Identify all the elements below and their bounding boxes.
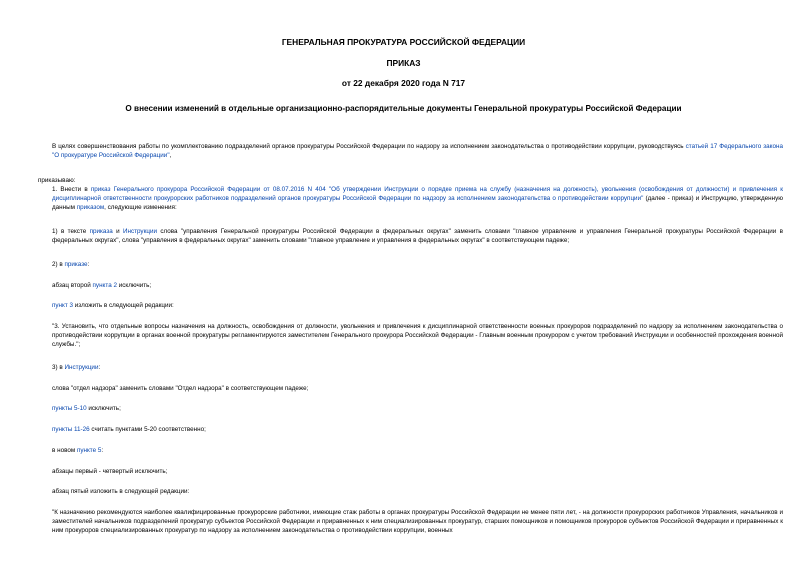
instruction-text-link[interactable]: Инструкции [122, 228, 157, 235]
order-link[interactable]: приказом [76, 204, 105, 211]
preamble: В целях совершенствования работы по укомплектованию подразделений органов прокуратуры Российской Федерации по надзору за исполнением законодательства о противодействии коррупции, руководствуясь статьей 17 Федерального закона "О прокуратуре Российской Федерации", [52, 143, 783, 159]
para-point-3: пункт 3 изложить в следующей редакции: [52, 302, 174, 309]
points-11-26-link[interactable]: пункты 11-26 [52, 426, 90, 433]
law-link[interactable]: статьей 17 Федерального закона "О прокуратуре Российской Федерации" [52, 143, 783, 159]
quote-last: "К назначению рекомендуются наиболее квалифицированные прокурорские работники, имеющие стаж работы в органах прокуратуры Российской Федерации не менее пяти лет, - на должности прокурорских работников Управления, начальников и заместителей начальников подразделений прокуратур субъектов Российской Федерации и приравненных к ним специализированных прокуратур, старших помощников и помощников прокуроров субъектов Российской Федерации и приравненных к ним прокуроров специализированных прокуратур по надзору за исполнением законодательства о противодействии коррупции, военных [52, 509, 783, 534]
para-para-5: абзац пятый изложить в следующей редакции: [52, 488, 190, 495]
order-word: приказываю: [38, 177, 76, 184]
instruction-section-link[interactable]: Инструкции [64, 364, 99, 371]
points-5-10-link[interactable]: пункты 5-10 [52, 405, 87, 412]
item-1: 1. Внести в приказ Генерального прокурора Российской Федерации от 08.07.2016 N 404 "Об утверждении Инструкции о порядке приема на службу (назначения на должность), увольнения (освобождения от должности) и привлечения к дисциплинарной ответственности прокурорских работников подразделений органов прокуратуры Российской Федерации по надзору за исполнением законодательства о противодействии коррупции" (далее - приказ) и Инструкцию, утвержденную данным приказом, следующие изменения: [52, 186, 784, 211]
para-paras-1-4: абзацы первый - четвертый исключить; [52, 468, 168, 475]
subitem-1: 1) в тексте приказа и Инструкции слова "управления Генеральной прокуратуры Российской Федерации в федеральных округах" заменить словами "главное управление и управления Генеральной прокуратуры Российской Федерации в федеральных округах", слова "управления в федеральных округах" заменить словами "главное управление и управления в федеральных округах" в соответствующем падеже; [52, 228, 783, 244]
doc-type: ПРИКАЗ [386, 58, 421, 68]
para-abzac-2: абзац второй пункта 2 исключить; [52, 282, 152, 289]
order-text-link[interactable]: приказа [89, 228, 113, 235]
quote-point-3: "3. Установить, что отдельные вопросы назначения на должность, освобождения от должности, увольнения и привлечения к дисциплинарной ответственности военных прокуроров подразделений по надзору за исполнением законодательства о противодействии коррупции в органах военной прокуратуры регламентируются заместителем Генерального прокурора Российской Федерации - Главным военным прокурором с учетом требований Инструкции и особенностей прохождения военной службы."; [52, 323, 783, 348]
order-section-link[interactable]: приказе [64, 261, 88, 268]
point-2-link[interactable]: пункта 2 [92, 282, 117, 289]
subitem-3: 3) в Инструкции: [52, 364, 101, 371]
subitem-2: 2) в приказе: [52, 261, 90, 268]
org-title: ГЕНЕРАЛЬНАЯ ПРОКУРАТУРА РОССИЙСКОЙ ФЕДЕРАЦИИ [281, 37, 526, 47]
order-404-link[interactable]: приказ Генерального прокурора Российской Федерации от 08.07.2016 N 404 "Об утверждении Инструкции о порядке приема на службу (назначения на должность), увольнения (освобождения от должности) и привлечения к дисциплинарной ответственности прокурорских работников подразделений органов прокуратуры Российской Федерации по надзору за исполнением законодательства о противодействии коррупции" [52, 186, 784, 202]
para-new-point-5: в новом пункте 5: [52, 447, 104, 454]
para-points-5-10: пункты 5-10 исключить; [52, 405, 121, 412]
point-5-link[interactable]: пункте 5 [76, 447, 102, 454]
doc-subject: О внесении изменений в отдельные организационно-распорядительные документы Генеральной прокуратуры Российской Федерации [125, 104, 682, 113]
para-points-11-26: пункты 11-26 считать пунктами 5-20 соответственно; [52, 426, 206, 433]
point-3-link[interactable]: пункт 3 [52, 302, 73, 309]
doc-date-number: от 22 декабря 2020 года N 717 [341, 78, 466, 88]
para-words: слова "отдел надзора" заменить словами "Отдел надзора" в соответствующем падеже; [52, 385, 309, 392]
